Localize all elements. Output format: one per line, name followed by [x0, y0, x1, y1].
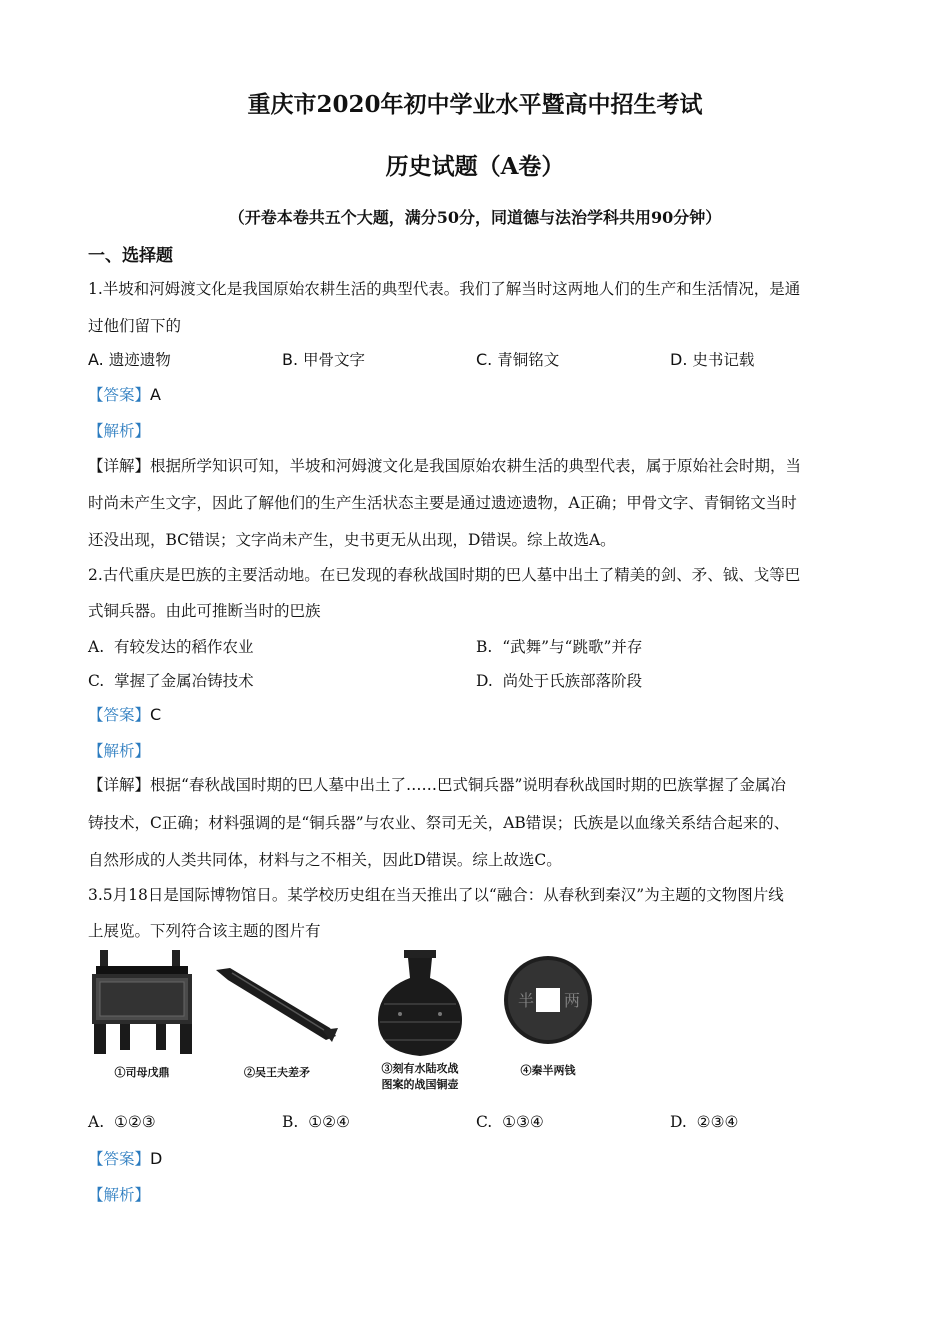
exam-subtitle: 历史试题（A卷）: [385, 153, 565, 180]
q3-option-d: D. ②③④: [670, 1113, 739, 1131]
exam-title: 重庆市2020年初中学业水平暨高中招生考试: [247, 91, 703, 118]
q1-stem-line1: 1.半坡和河姆渡文化是我国原始农耕生活的典型代表。我们了解当时这两地人们的生产和生活情况，是通: [88, 280, 801, 298]
q1-option-a: A. 遗迹遗物: [88, 350, 171, 369]
coin-image: [496, 952, 600, 1056]
image-caption-3-line1: ③刻有水陆攻战: [381, 1062, 459, 1075]
q2-detail-line1: 【详解】根据“春秋战国时期的巴人墓中出土了……巴式铜兵器”说明春秋战国时期的巴族掌握了金属冶: [88, 776, 786, 794]
artifact-fuchai-spear: [212, 950, 342, 1100]
artifact-bronze-pot: [364, 948, 476, 1100]
exam-note: （开卷本卷共五个大题，满分50分，同道德与法治学科共用90分钟）: [228, 208, 722, 227]
q2-analysis-label: 【解析】: [88, 742, 151, 760]
artifact-banliang-coin: [496, 952, 600, 1100]
q2-option-a: A. 有较发达的稻作农业: [88, 638, 254, 656]
q3-analysis-label: 【解析】: [88, 1186, 151, 1204]
image-caption-2: ②吴王夫差矛: [244, 1066, 310, 1079]
svg-text:半: 半: [518, 991, 535, 1010]
q2-detail-line2: 铸技术，C正确；材料强调的是“铜兵器”与农业、祭司无关，AB错误；氏族是以血缘关系结合起来的、: [88, 814, 790, 832]
q1-option-d: D. 史书记载: [670, 350, 755, 369]
q2-option-d: D. 尚处于氏族部落阶段: [476, 672, 643, 690]
q3-option-c: C. ①③④: [476, 1113, 544, 1131]
q3-answer: 【答案】D: [88, 1149, 163, 1168]
q2-stem-line1: 2.古代重庆是巴族的主要活动地。在已发现的春秋战国时期的巴人墓中出土了精美的剑、矛、钺、戈等巴: [88, 566, 801, 584]
q3-stem-line2: 上展览。下列符合该主题的图片有: [88, 922, 321, 940]
q2-answer: 【答案】C: [88, 705, 162, 724]
q1-detail-line2: 时尚未产生文字，因此了解他们的生产生活状态主要是通过遗迹遗物，A正确；甲骨文字、青铜铭文当时: [88, 494, 797, 512]
image-caption-4: ④秦半两钱: [520, 1064, 576, 1077]
q1-stem-line2: 过他们留下的: [88, 317, 182, 335]
image-caption-3-line2: 图案的战国铜壶: [381, 1078, 459, 1091]
q1-analysis-label: 【解析】: [88, 422, 151, 440]
artifact-simuwu-ding: [86, 950, 198, 1100]
image-caption-3: [364, 1060, 476, 1092]
q1-option-b: B. 甲骨文字: [282, 350, 366, 369]
spear-image: [212, 950, 342, 1060]
bronze-pot-image: [364, 948, 476, 1060]
q2-option-b: B. “武舞”与“跳歌”并存: [476, 638, 643, 656]
q3-option-b: B. ①②④: [282, 1113, 350, 1131]
q3-stem-line1: 3.5月18日是国际博物馆日。某学校历史组在当天推出了以“融合：从春秋到秦汉”为主题的文物图片线: [88, 886, 784, 904]
q2-detail-line3: 自然形成的人类共同体，材料与之不相关，因此D错误。综上故选C。: [88, 851, 562, 869]
image-caption-1: ①司母戊鼎: [114, 1066, 170, 1079]
q3-option-a: A. ①②③: [88, 1113, 156, 1131]
q1-answer: 【答案】A: [88, 385, 161, 404]
q1-option-c: C. 青铜铭文: [476, 350, 560, 369]
svg-text:两: 两: [564, 991, 581, 1010]
section-title: 一、选择题: [88, 246, 173, 266]
q2-option-c: C. 掌握了金属冶铸技术: [88, 672, 254, 690]
q2-stem-line2: 式铜兵器。由此可推断当时的巴族: [88, 602, 321, 620]
ding-vessel-image: [86, 950, 198, 1060]
q1-detail-line3: 还没出现，BC错误；文字尚未产生，史书更无从出现，D错误。综上故选A。: [88, 531, 616, 549]
q1-detail-line1: 【详解】根据所学知识可知，半坡和河姆渡文化是我国原始农耕生活的典型代表，属于原始社会时期，当: [88, 457, 802, 475]
